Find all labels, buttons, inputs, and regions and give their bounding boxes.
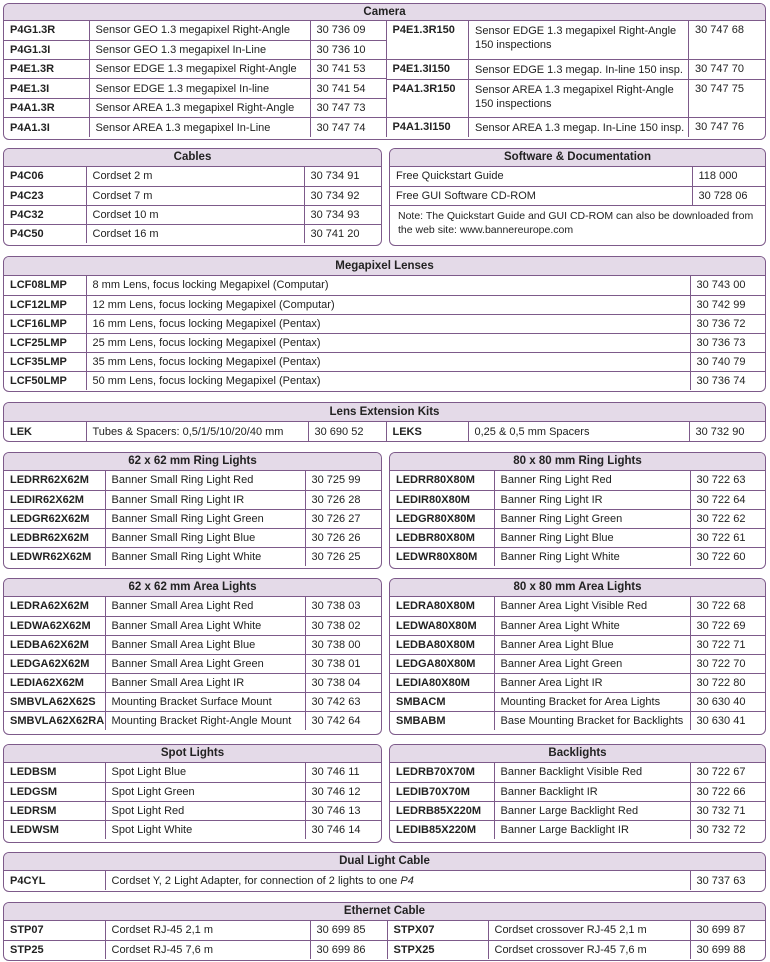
item-description: Banner Small Ring Light IR — [105, 490, 305, 509]
item-code: P4A1.3I150 — [387, 117, 469, 137]
item-description: Banner Large Backlight Red — [494, 801, 690, 820]
camera-right-table — [387, 21, 766, 137]
item-number: 30 741 54 — [310, 79, 386, 98]
item-number: 30 738 01 — [305, 654, 381, 673]
table-row — [390, 763, 765, 782]
table-row — [4, 509, 381, 528]
item-code: P4E1.3I150 — [387, 59, 469, 79]
item-code: P4C06 — [10, 170, 44, 183]
item-number: 30 742 64 — [305, 711, 381, 730]
item-description: Banner Small Area Light Red — [105, 597, 305, 616]
item-number: 30 736 09 — [310, 21, 386, 40]
dual-title: Dual Light Cable — [4, 853, 765, 871]
item-code: SMBACM — [390, 692, 494, 711]
item-description: Banner Area Light Green — [494, 654, 690, 673]
item-description-line2: 150 inspections — [475, 97, 552, 110]
dual-desc-italic: P4 — [400, 874, 414, 887]
item-description: Banner Area Light White — [494, 616, 690, 635]
item-description: Banner Small Ring Light Green — [105, 509, 305, 528]
ethernet-section — [3, 902, 766, 961]
item-number: 30 722 69 — [690, 616, 765, 635]
item-code: LEDBA80X80M — [390, 635, 494, 654]
lenses-table — [4, 276, 765, 390]
item-description: 8 mm Lens, focus locking Megapixel (Computar) — [86, 276, 690, 295]
table-row — [4, 921, 765, 940]
item-description: Banner Ring Light IR — [494, 490, 690, 509]
table-row — [4, 940, 765, 959]
table-row — [4, 167, 381, 186]
software-section — [389, 148, 766, 246]
item-code: P4A1.3I — [4, 118, 89, 137]
table-row — [387, 117, 766, 137]
item-code: LEDRR80X80M — [396, 474, 475, 487]
item-number: 30 747 73 — [310, 98, 386, 117]
item-number: 30 725 99 — [305, 471, 381, 490]
item-code: LEK — [10, 425, 32, 438]
item-number: 30 722 68 — [690, 597, 765, 616]
area62-title: 62 x 62 mm Area Lights — [4, 579, 381, 597]
area80-section — [389, 578, 766, 735]
item-code: LEDGA62X62M — [4, 654, 105, 673]
item-number: 30 746 14 — [305, 820, 381, 839]
table-row — [390, 782, 765, 801]
spot-table — [4, 763, 381, 839]
item-code: LEDWA62X62M — [4, 616, 105, 635]
table-row — [4, 314, 765, 333]
item-number: 30 734 93 — [304, 205, 381, 224]
item-number: 30 741 53 — [310, 60, 386, 79]
item-description: 35 mm Lens, focus locking Megapixel (Pentax) — [86, 352, 690, 371]
item-code: LEDIR80X80M — [390, 490, 494, 509]
item-description: Free Quickstart Guide — [396, 170, 504, 183]
item-code: LEDIR62X62M — [4, 490, 105, 509]
camera-section — [3, 3, 766, 140]
item-description: Banner Small Ring Light Red — [105, 471, 305, 490]
item-code: LEDBSM — [10, 766, 57, 779]
item-number: 30 630 41 — [690, 711, 765, 730]
item-description: Banner Small Ring Light Blue — [105, 528, 305, 547]
item-code: STP07 — [10, 924, 44, 937]
item-code: LEDGR80X80M — [390, 509, 494, 528]
dual-code: P4CYL — [10, 874, 46, 887]
item-number: 30 746 11 — [305, 763, 381, 782]
table-row — [4, 782, 381, 801]
item-number: 30 736 74 — [690, 371, 765, 390]
table-row — [4, 205, 381, 224]
ring80-title: 80 x 80 mm Ring Lights — [390, 453, 765, 471]
item-description: Sensor AREA 1.3 megapixel In-Line — [89, 118, 310, 137]
item-code: LEDWR62X62M — [4, 547, 105, 566]
item-number: 30 743 00 — [690, 276, 765, 295]
item-code: LCF35LMP — [4, 352, 86, 371]
item-number: 30 722 70 — [690, 654, 765, 673]
item-number: 30 738 03 — [305, 597, 381, 616]
item-description: Free GUI Software CD-ROM — [390, 186, 692, 205]
item-number: 30 722 62 — [690, 509, 765, 528]
table-row — [390, 490, 765, 509]
item-description: 50 mm Lens, focus locking Megapixel (Pentax) — [86, 371, 690, 390]
item-number: 30 722 61 — [690, 528, 765, 547]
table-row — [387, 59, 766, 79]
ethernet-title: Ethernet Cable — [4, 903, 765, 921]
item-number: 30 732 90 — [689, 422, 765, 441]
item-code: LCF12LMP — [4, 295, 86, 314]
software-table — [390, 167, 765, 205]
item-description-line1: Sensor AREA 1.3 megapixel Right-Angle — [475, 83, 674, 96]
table-row — [4, 60, 386, 79]
item-number: 30 722 60 — [690, 547, 765, 566]
item-description: Banner Ring Light White — [494, 547, 690, 566]
backlights-title: Backlights — [390, 745, 765, 763]
camera-left-table — [4, 21, 387, 137]
item-description: 12 mm Lens, focus locking Megapixel (Computar) — [86, 295, 690, 314]
table-row — [390, 616, 765, 635]
item-description: Sensor GEO 1.3 megapixel In-Line — [89, 40, 310, 59]
table-row — [4, 295, 765, 314]
item-number: 30 738 04 — [305, 673, 381, 692]
item-description: Banner Small Area Light IR — [105, 673, 305, 692]
item-description: Tubes & Spacers: 0,5/1/5/10/20/40 mm — [86, 422, 308, 441]
item-description: Sensor EDGE 1.3 megapixel In-line — [89, 79, 310, 98]
item-number: 30 736 72 — [690, 314, 765, 333]
extension-section — [3, 402, 766, 442]
dual-desc-main: Cordset Y, 2 Light Adapter, for connection of 2 lights to one — [111, 874, 401, 887]
table-row — [4, 692, 381, 711]
table-row — [4, 422, 765, 441]
item-number: 30 728 06 — [692, 186, 765, 205]
cables-title: Cables — [4, 149, 381, 167]
camera-title: Camera — [4, 4, 765, 21]
item-description: 0,25 & 0,5 mm Spacers — [468, 422, 689, 441]
item-number: 30 722 67 — [690, 763, 765, 782]
table-row — [4, 547, 381, 566]
table-row — [390, 635, 765, 654]
item-code: LEDWA80X80M — [390, 616, 494, 635]
item-description: Spot Light Green — [105, 782, 305, 801]
item-number: 30 726 25 — [305, 547, 381, 566]
item-number: 30 690 52 — [308, 422, 386, 441]
table-row — [390, 186, 765, 205]
item-description: Banner Backlight Visible Red — [494, 763, 690, 782]
item-code: LEDRB85X220M — [390, 801, 494, 820]
table-row — [4, 352, 765, 371]
item-code: LEDRR62X62M — [10, 474, 89, 487]
item-code: P4C50 — [4, 224, 86, 243]
item-code: LEDRA62X62M — [10, 600, 89, 613]
area80-title: 80 x 80 mm Area Lights — [390, 579, 765, 597]
item-code: LEDWSM — [4, 820, 105, 839]
table-row — [390, 167, 765, 186]
item-number: 30 726 27 — [305, 509, 381, 528]
item-number: 30 741 20 — [304, 224, 381, 243]
item-number: 30 699 85 — [310, 921, 387, 940]
ring62-section — [3, 452, 382, 569]
item-description: Banner Ring Light Red — [494, 471, 690, 490]
item-description-line1: Sensor EDGE 1.3 megapixel Right-Angle — [475, 25, 677, 37]
dual-num: 30 737 63 — [690, 871, 765, 890]
item-code: LCF16LMP — [4, 314, 86, 333]
item-description-line1: Sensor EDGE 1.3 megap. In-line 150 insp. — [475, 63, 683, 76]
software-note-line1: Note: The Quickstart Guide and GUI CD-ROM can also be downloaded from — [398, 210, 754, 222]
item-description: Cordset crossover RJ-45 2,1 m — [488, 921, 690, 940]
table-row — [4, 654, 381, 673]
item-code: LEDRA80X80M — [396, 600, 475, 613]
item-code: SMBVLA62X62S — [4, 692, 105, 711]
item-code: LEDBR62X62M — [4, 528, 105, 547]
area62-table — [4, 597, 381, 730]
table-row — [4, 528, 381, 547]
table-row — [4, 98, 386, 117]
ethernet-table — [4, 921, 765, 959]
item-code: SMBVLA62X62RA — [4, 711, 105, 730]
table-row — [4, 471, 381, 490]
item-description: Spot Light Blue — [105, 763, 305, 782]
extension-title: Lens Extension Kits — [4, 403, 765, 422]
table-row — [4, 40, 386, 59]
table-row — [390, 801, 765, 820]
item-code: LEKS — [386, 422, 468, 441]
item-number: 30 699 86 — [310, 940, 387, 959]
item-number: 30 722 71 — [690, 635, 765, 654]
item-description: Banner Large Backlight IR — [494, 820, 690, 839]
table-row — [4, 224, 381, 243]
item-description-line2: 150 inspections — [475, 39, 552, 51]
item-number: 30 736 10 — [310, 40, 386, 59]
dual-desc — [105, 871, 690, 890]
item-code: P4A1.3R150 — [387, 79, 469, 117]
item-description: Spot Light White — [105, 820, 305, 839]
item-number: 30 726 26 — [305, 528, 381, 547]
software-note — [390, 205, 765, 240]
item-description: Banner Backlight IR — [494, 782, 690, 801]
item-description — [469, 79, 689, 117]
item-number: 30 734 92 — [304, 186, 381, 205]
item-number: 30 722 63 — [690, 471, 765, 490]
item-number: 30 722 66 — [690, 782, 765, 801]
item-description: Banner Area Light Visible Red — [494, 597, 690, 616]
table-row — [390, 820, 765, 839]
item-code: LEDRSM — [4, 801, 105, 820]
backlights-table — [390, 763, 765, 839]
table-row — [387, 21, 766, 59]
item-code: LEDBA62X62M — [4, 635, 105, 654]
item-code: LEDIA62X62M — [4, 673, 105, 692]
item-description: Cordset 2 m — [86, 167, 304, 186]
item-number: 30 699 87 — [690, 921, 765, 940]
table-row — [4, 276, 765, 295]
item-code: LEDGSM — [4, 782, 105, 801]
item-number: 30 747 75 — [689, 79, 766, 117]
item-description: Spot Light Red — [105, 801, 305, 820]
item-description: Sensor EDGE 1.3 megapixel Right-Angle — [89, 60, 310, 79]
item-number: 30 738 00 — [305, 635, 381, 654]
item-code: STPX25 — [387, 940, 488, 959]
table-row — [4, 801, 381, 820]
table-row — [390, 471, 765, 490]
cables-table — [4, 167, 381, 243]
item-description: 25 mm Lens, focus locking Megapixel (Pentax) — [86, 333, 690, 352]
item-description: Cordset RJ-45 7,6 m — [105, 940, 310, 959]
table-row — [4, 79, 386, 98]
item-number: 30 699 88 — [690, 940, 765, 959]
item-code: LCF25LMP — [4, 333, 86, 352]
item-description: Cordset 16 m — [86, 224, 304, 243]
item-code: LCF50LMP — [4, 371, 86, 390]
item-description: Cordset 7 m — [86, 186, 304, 205]
item-description: Cordset 10 m — [86, 205, 304, 224]
table-row — [4, 635, 381, 654]
spot-section — [3, 744, 382, 843]
item-description: Banner Small Ring Light White — [105, 547, 305, 566]
item-description — [469, 117, 689, 137]
table-row — [390, 509, 765, 528]
item-code: STPX07 — [387, 921, 488, 940]
item-code: LEDRB70X70M — [396, 766, 475, 779]
item-code: LEDBR80X80M — [390, 528, 494, 547]
item-description: Banner Small Area Light Blue — [105, 635, 305, 654]
item-number: 30 746 12 — [305, 782, 381, 801]
item-code: P4E1.3I — [4, 79, 89, 98]
item-description-line1: Sensor AREA 1.3 megap. In-Line 150 insp. — [475, 121, 685, 134]
item-code: P4G1.3R — [10, 24, 56, 37]
item-description — [469, 21, 689, 59]
item-description: Banner Area Light IR — [494, 673, 690, 692]
item-code: LEDGR62X62M — [4, 509, 105, 528]
item-description: Banner Area Light Blue — [494, 635, 690, 654]
item-description: Mounting Bracket for Area Lights — [494, 692, 690, 711]
software-title: Software & Documentation — [390, 149, 765, 167]
dual-section — [3, 852, 766, 892]
lenses-section — [3, 256, 766, 392]
item-number: 30 630 40 — [690, 692, 765, 711]
item-description — [469, 59, 689, 79]
item-number: 30 722 80 — [690, 673, 765, 692]
item-number: 30 736 73 — [690, 333, 765, 352]
item-code: STP25 — [4, 940, 105, 959]
extension-table — [4, 422, 765, 441]
item-description: Base Mounting Bracket for Backlights — [494, 711, 690, 730]
item-description: Sensor GEO 1.3 megapixel Right-Angle — [89, 21, 310, 40]
item-description: Banner Ring Light Green — [494, 509, 690, 528]
item-code: P4C23 — [4, 186, 86, 205]
item-number: 30 732 71 — [690, 801, 765, 820]
area80-table — [390, 597, 765, 730]
ring62-title: 62 x 62 mm Ring Lights — [4, 453, 381, 471]
item-number: 30 722 64 — [690, 490, 765, 509]
ring80-section — [389, 452, 766, 569]
item-description: Cordset crossover RJ-45 7,6 m — [488, 940, 690, 959]
item-number: 30 734 91 — [304, 167, 381, 186]
table-row — [390, 654, 765, 673]
item-code: P4E1.3R — [4, 60, 89, 79]
item-description: Mounting Bracket Surface Mount — [105, 692, 305, 711]
item-number: 30 740 79 — [690, 352, 765, 371]
area62-section — [3, 578, 382, 735]
table-row — [390, 597, 765, 616]
item-description: Banner Ring Light Blue — [494, 528, 690, 547]
item-code: LEDIA80X80M — [390, 673, 494, 692]
item-code: P4E1.3R150 — [392, 24, 455, 36]
lenses-title: Megapixel Lenses — [4, 257, 765, 276]
item-number: 30 726 28 — [305, 490, 381, 509]
item-number: 30 747 76 — [689, 117, 766, 137]
item-code: LEDIB85X220M — [390, 820, 494, 839]
table-row — [390, 673, 765, 692]
table-row — [390, 692, 765, 711]
table-row — [390, 711, 765, 730]
table-row — [4, 186, 381, 205]
item-code: SMBABM — [390, 711, 494, 730]
item-description: Mounting Bracket Right-Angle Mount — [105, 711, 305, 730]
item-code: LEDWR80X80M — [390, 547, 494, 566]
item-number: 118 000 — [692, 167, 765, 186]
item-description: Cordset RJ-45 2,1 m — [105, 921, 310, 940]
table-row — [387, 79, 766, 117]
table-row — [4, 711, 381, 730]
item-number: 30 746 13 — [305, 801, 381, 820]
table-row — [4, 21, 386, 40]
item-number: 30 738 02 — [305, 616, 381, 635]
table-row — [390, 528, 765, 547]
item-number: 30 742 63 — [305, 692, 381, 711]
item-code: P4C32 — [4, 205, 86, 224]
table-row — [4, 763, 381, 782]
item-description: Banner Small Area Light Green — [105, 654, 305, 673]
table-row — [4, 371, 765, 390]
dual-table — [4, 871, 765, 890]
table-row — [4, 597, 381, 616]
ring62-table — [4, 471, 381, 566]
item-code: LEDGA80X80M — [390, 654, 494, 673]
item-description: Sensor AREA 1.3 megapixel Right-Angle — [89, 98, 310, 117]
spot-title: Spot Lights — [4, 745, 381, 763]
backlights-section — [389, 744, 766, 843]
item-number: 30 742 99 — [690, 295, 765, 314]
ring80-table — [390, 471, 765, 566]
item-number: 30 747 74 — [310, 118, 386, 137]
table-row — [4, 616, 381, 635]
item-code: P4A1.3R — [4, 98, 89, 117]
cables-section — [3, 148, 382, 246]
item-number: 30 747 68 — [689, 21, 766, 59]
item-description: 16 mm Lens, focus locking Megapixel (Pentax) — [86, 314, 690, 333]
table-row — [4, 333, 765, 352]
table-row — [390, 547, 765, 566]
table-row — [4, 490, 381, 509]
software-note-line2: the web site: www.bannereurope.com — [398, 224, 574, 236]
table-row — [4, 673, 381, 692]
item-code: P4G1.3I — [4, 40, 89, 59]
table-row — [4, 820, 381, 839]
item-number: 30 747 70 — [689, 59, 766, 79]
item-code: LCF08LMP — [10, 279, 67, 292]
item-description: Banner Small Area Light White — [105, 616, 305, 635]
table-row — [4, 118, 386, 137]
item-code: LEDIB70X70M — [390, 782, 494, 801]
item-number: 30 732 72 — [690, 820, 765, 839]
